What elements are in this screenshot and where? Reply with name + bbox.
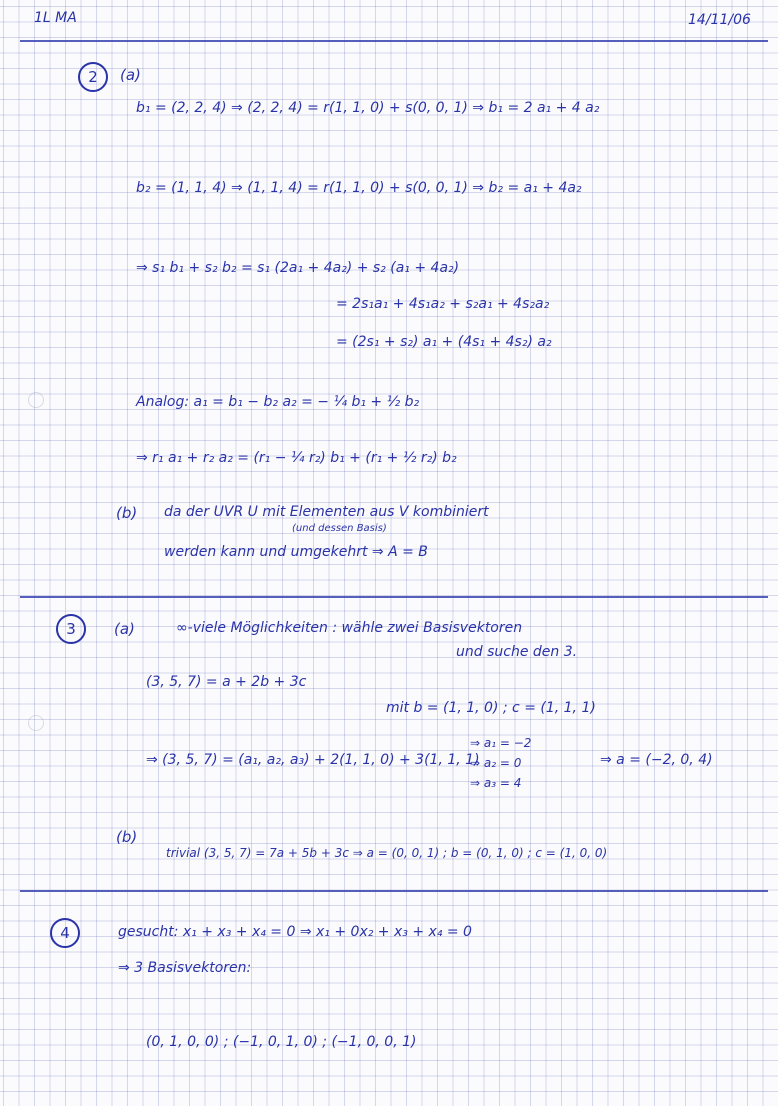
- ex4-text: ⇒ 3 Basisvektoren:: [118, 960, 252, 976]
- part-label: (a): [114, 620, 135, 638]
- ex3-a-text: mit b = (1, 1, 0) ; c = (1, 1, 1): [386, 700, 596, 716]
- ex3-a-text: ∞-viele Möglichkeiten : wähle zwei Basisvektoren: [176, 620, 523, 636]
- punch-hole: [28, 392, 44, 408]
- ex3-result: ⇒ a₃ = 4: [470, 776, 522, 790]
- exercise-number: 3: [56, 614, 86, 644]
- ex2-line: = 2s₁a₁ + 4s₁a₂ + s₂a₁ + 4s₂a₂: [336, 296, 550, 312]
- ex2-b-note: (und dessen Basis): [292, 523, 387, 534]
- header-rule: [20, 40, 768, 42]
- section-rule: [20, 596, 768, 598]
- header-date: 14/11/06: [688, 12, 751, 28]
- ex2-line: ⇒ s₁ b₁ + s₂ b₂ = s₁ (2a₁ + 4a₂) + s₂ (a₁ + 4a₂): [136, 260, 460, 276]
- ex3-result: ⇒ a₂ = 0: [470, 756, 522, 770]
- punch-hole: [28, 715, 44, 731]
- ex3-result: ⇒ a₁ = −2: [470, 736, 532, 750]
- part-label: (a): [120, 66, 141, 84]
- ex3-a-text: und suche den 3.: [456, 644, 578, 660]
- ex2-line: = (2s₁ + s₂) a₁ + (4s₁ + 4s₂) a₂: [336, 334, 552, 350]
- ex2-line: Analog: a₁ = b₁ − b₂ a₂ = − ¼ b₁ + ½ b₂: [136, 394, 420, 410]
- part-label: (b): [116, 504, 138, 522]
- ex4-basis-vectors: (0, 1, 0, 0) ; (−1, 0, 1, 0) ; (−1, 0, 0, 1): [146, 1034, 417, 1050]
- ex2-b-text: da der UVR U mit Elementen aus V kombiniert: [164, 504, 489, 520]
- ex3-a-final: ⇒ a = (−2, 0, 4): [600, 752, 713, 768]
- ex2-b-text: werden kann und umgekehrt ⇒ A = B: [164, 544, 428, 560]
- part-label: (b): [116, 828, 138, 846]
- ex3-a-text: ⇒ (3, 5, 7) = (a₁, a₂, a₃) + 2(1, 1, 0) + 3(1, 1, 1): [146, 752, 480, 768]
- ex2-line: b₂ = (1, 1, 4) ⇒ (1, 1, 4) = r(1, 1, 0) + s(0, 0, 1) ⇒ b₂ = a₁ + 4a₂: [136, 180, 582, 196]
- ex3-a-text: (3, 5, 7) = a + 2b + 3c: [146, 674, 307, 690]
- header-left: 1L MA: [34, 10, 77, 26]
- ex2-line: b₁ = (2, 2, 4) ⇒ (2, 2, 4) = r(1, 1, 0) + s(0, 0, 1) ⇒ b₁ = 2 a₁ + 4 a₂: [136, 100, 600, 116]
- ex2-line: ⇒ r₁ a₁ + r₂ a₂ = (r₁ − ¼ r₂) b₁ + (r₁ + ½ r₂) b₂: [136, 450, 457, 466]
- section-rule: [20, 890, 768, 892]
- exercise-number: 4: [50, 918, 80, 948]
- ex4-text: gesucht: x₁ + x₃ + x₄ = 0 ⇒ x₁ + 0x₂ + x₃ + x₄ = 0: [118, 924, 472, 940]
- exercise-number: 2: [78, 62, 108, 92]
- ex3-b-text: trivial (3, 5, 7) = 7a + 5b + 3c ⇒ a = (0, 0, 1) ; b = (0, 1, 0) ; c = (1, 0, 0): [166, 846, 608, 860]
